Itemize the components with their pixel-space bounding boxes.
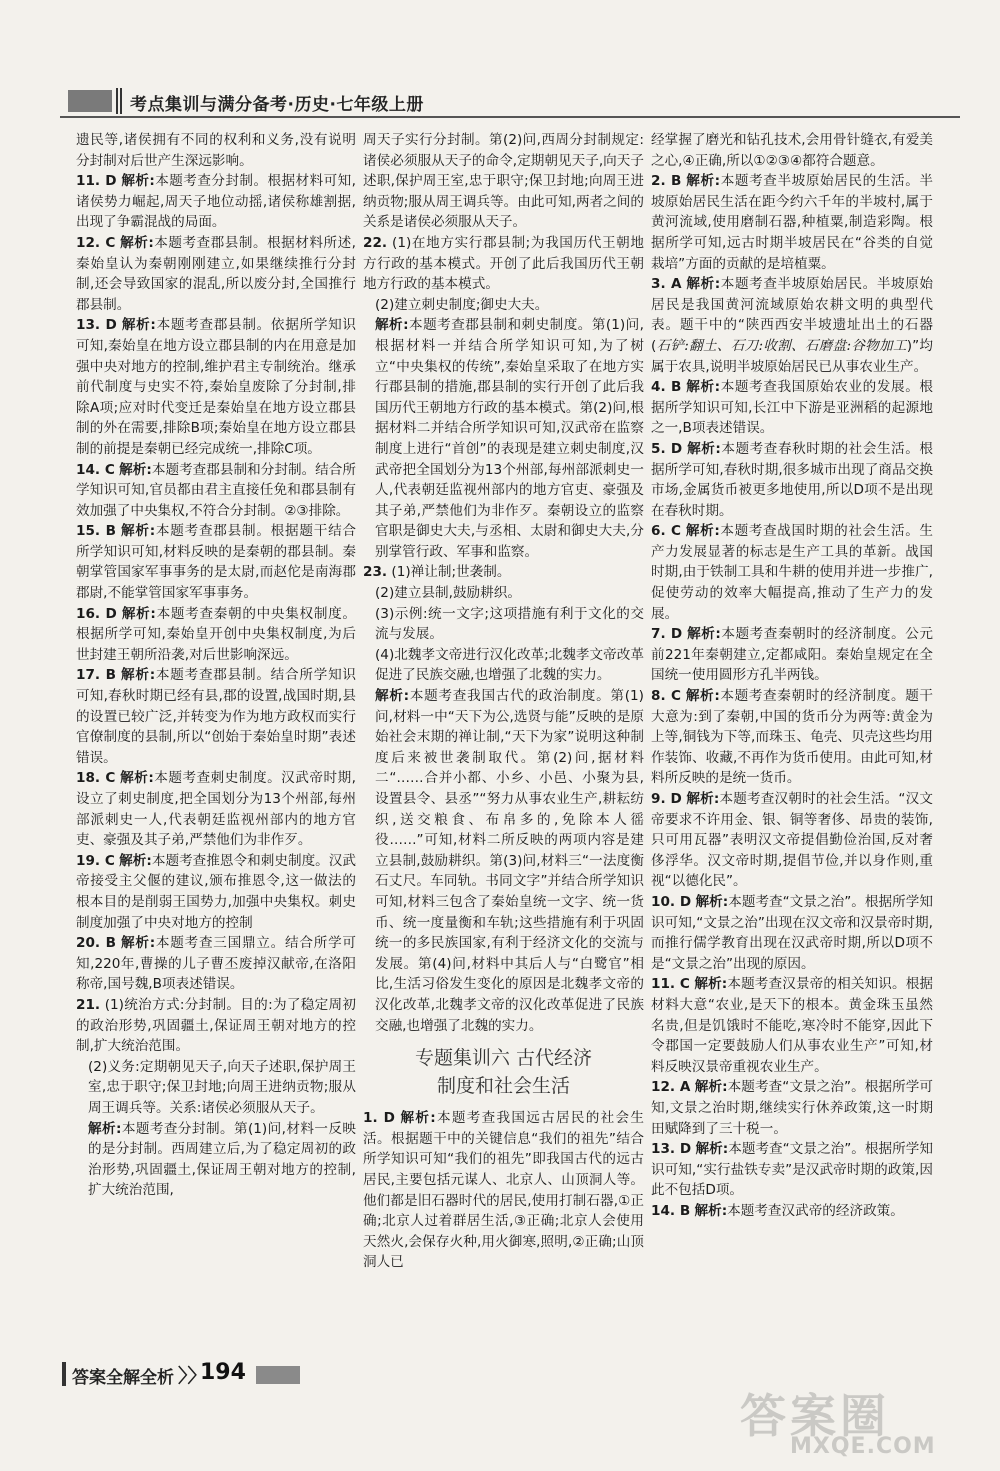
analysis-text: 本题考查刺史制度。汉武帝时期,设立了刺史制度,把全国划分为13个州部,每州部派刺史一人,代表朝廷监视州部内的地方官吏、豪强及其子弟,严禁他们为非作歹。 xyxy=(76,770,356,849)
book-title: 考点集训与满分备考·历史·七年级上册 xyxy=(130,95,424,115)
analysis-text: 本题考查秦朝时的经济制度。题干大意为:到了秦朝,中国的货币分为两等:黄金为上等,铜钱为下等,而珠玉、龟壳、贝壳这些均用作装饰、收藏,不再作为货币使用。由此可知,材料所反映的是统一货币。 xyxy=(651,688,933,787)
analysis-text: 本题考查“文景之治”。根据所学知识可知,“实行盐铁专卖”是汉武帝时期的政策,因此不包括D项。 xyxy=(651,1141,933,1199)
analysis-label: 解析: xyxy=(694,1079,728,1096)
answer-number: 2. B xyxy=(651,173,682,190)
column-left xyxy=(76,130,356,1201)
analysis-text: 本题考查分封制。根据材料可知,诸侯势力崛起,周天子地位动摇,诸侯称雄割据,出现了争霸混战的局面。 xyxy=(76,173,356,231)
page-number: 194 xyxy=(200,1360,246,1385)
analysis-text: 本题考查我国古代的政治制度。第(1)问,材料一中“天下为公,选贤与能”反映的是原始社会末期的禅让制,“天下为家”说明这种制度后来被世袭制取代。第(2)问,据材料二“……合并小都、小乡、小邑、小聚为县,设置县令、县丞”“努力从事农业生产,耕耘纺织,送交粮食、布帛多的,免除本人徭役……”可知,材料二所反映的两项内容是建立县制,鼓励耕织。第(3)问,材料三“一法度衡石丈尺。车同轨。书同文字”并结合所学知识可知,材料三包含了秦始皇统一文字、统一货币、统一度量衡和车轨;这些措施有利于巩固统一的多民族国家,有利于经济文化的交流与发展。第(4)问,材料中其后人与“白鹭官”相比,生活习俗发生变化的原因是北魏孝文帝的汉化改革,北魏孝文帝的汉化改革促进了民族交融,也增强了北魏的实力。 xyxy=(375,688,644,1034)
analysis-label: 解析: xyxy=(375,688,410,705)
analysis-text: 本题考查我国原始农业的发展。根据所学知识可知,长江中下游是亚洲稻的起源地之一,B项表述错误。 xyxy=(651,379,934,437)
answer-item xyxy=(651,686,933,789)
analysis-label: 解析: xyxy=(687,440,721,457)
analysis-text: 本题考查“文景之治”。根据所学可知,文景之治时期,继续实行休养政策,这一时期田赋降到了三十税一。 xyxy=(651,1079,933,1137)
answer-item xyxy=(651,1201,933,1222)
answer-item xyxy=(651,1139,933,1201)
answer-text xyxy=(651,130,933,171)
analysis-text: )”均属于农具,说明半坡原始居民已从事农业生产。 xyxy=(651,337,933,375)
answer-text xyxy=(363,686,644,1036)
analysis-text: (1)禅让制;世袭制。 xyxy=(391,564,511,581)
italic-note: 石铲:翻土、石刀:收割、石磨盘:谷物加工 xyxy=(656,337,907,354)
answer-item xyxy=(651,377,933,439)
analysis-label: 解析: xyxy=(119,461,152,478)
analysis-text: 本题考查三国鼎立。结合所学可知,220年,曹操的儿子曹丕废掉汉献帝,在洛阳称帝,国号魏,B项表述错误。 xyxy=(76,935,357,993)
analysis-text: 本题考查郡县制。根据题干结合所学知识可知,材料反映的是秦朝的郡县制。秦朝掌管国家军事事务的是太尉,而赵佗是南海郡郡尉,不能掌管国家军事事务。 xyxy=(76,523,357,602)
answer-text xyxy=(363,295,644,316)
analysis-label: 解析: xyxy=(121,605,156,622)
analysis-label: 解析: xyxy=(694,976,728,993)
answer-item xyxy=(651,274,933,377)
analysis-text: (2)建立刺史制度;御史大夫。 xyxy=(375,296,549,313)
answer-text xyxy=(363,315,644,562)
analysis-label: 解析: xyxy=(695,1141,729,1158)
answer-item xyxy=(651,1077,933,1139)
analysis-text: 本题考查汉武帝的经济政策。 xyxy=(727,1202,904,1219)
analysis-text: 本题考查郡县制。依据所学知识可知,秦始皇在地方设立郡县制的内在用意是加强中央对地方的控制,维护君主专制统治。继承前代制度与史实不符,秦始皇废除了分封制,排除A项;应对时代变迁是秦始皇在地方设立郡县制的外在需要,排除B项;秦始皇在地方设立郡县制的前提是秦朝已经完成统一,排除C项。 xyxy=(76,317,357,457)
analysis-label: 解析: xyxy=(121,173,155,190)
answer-item xyxy=(651,789,933,892)
analysis-text: 本题考查郡县制和分封制。结合所学知识可知,官员都由君主直接任免和郡县制有效加强了中央集权,不符合分封制。②③排除。 xyxy=(76,461,357,519)
answer-number: 5. D xyxy=(651,440,683,457)
watermark-url: MXQE.COM xyxy=(790,1434,936,1459)
header-gray-block xyxy=(68,90,112,112)
analysis-text: (4)北魏孝文帝进行汉化改革;北魏孝文帝改革促进了民族交融,也增强了北魏的实力。 xyxy=(375,646,644,684)
answer-number: 4. B xyxy=(651,379,682,396)
analysis-label: 解析: xyxy=(686,276,721,293)
footer-gray-block xyxy=(256,1366,300,1384)
page-footer xyxy=(60,1360,360,1392)
answer-item xyxy=(76,665,356,768)
answer-number: 18. C xyxy=(76,770,116,787)
answer-text xyxy=(363,604,644,645)
analysis-text: 本题考查汉朝时的社会生活。“汉文帝要求不许用金、银、铜等奢侈、昂贵的装饰,只可用瓦器”表明汉文帝提倡勤俭治国,反对奢侈浮华。汉文帝时期,提倡节俭,并以身作则,重视“以德化民”。 xyxy=(651,791,934,890)
answer-item xyxy=(76,768,356,850)
analysis-text: 本题考查我国远古居民的社会生活。根据题干中的关键信息“我们的祖先”结合所学知识可知“我们的祖先”即我国古代的远古居民,主要包括元谋人、北京人、山顶洞人等。他们都是旧石器时代的居民,使用打制石器,①正确;北京人过着群居生活,③正确;北京人会使用天然火,会保存火种,用火御寒,照明,②正确;山顶洞人已 xyxy=(363,1110,645,1271)
answer-item xyxy=(76,604,356,666)
answer-number: 14. C xyxy=(76,461,115,478)
analysis-label: 解析: xyxy=(686,791,720,807)
answer-number: 11. C xyxy=(651,976,690,993)
answer-text xyxy=(363,130,644,233)
watermark-text: 答案圈 xyxy=(740,1389,890,1443)
answer-number: 6. C xyxy=(651,523,681,540)
answer-item xyxy=(76,851,356,933)
answer-number: 15. B xyxy=(76,523,116,540)
answer-number: 14. B xyxy=(651,1202,691,1219)
analysis-text: (1)统治方式:分封制。目的:为了稳定周初的政治形势,巩固疆土,保证周王朝对地方的控制,扩大统治范围。 xyxy=(76,996,356,1055)
answer-number: 16. D xyxy=(76,605,117,622)
analysis-label: 解析: xyxy=(121,317,156,334)
answer-item xyxy=(76,521,356,603)
answer-number: 12. C xyxy=(76,234,116,251)
answer-number: 13. D xyxy=(651,1141,692,1158)
answer-item xyxy=(76,995,356,1057)
answer-item xyxy=(76,171,356,233)
answer-number: 17. B xyxy=(76,667,116,684)
analysis-label: 解析: xyxy=(694,1202,728,1219)
analysis-label: 解析: xyxy=(120,234,154,251)
analysis-label: 解析: xyxy=(119,852,152,869)
analysis-text: 本题考查秦朝的中央集权制度。根据所学可知,秦始皇开创中央集权制度,为后世封建王朝所沿袭,对后世影响深远。 xyxy=(76,605,357,663)
analysis-text: 本题考查半坡原始居民的生活。半坡原始居民生活在距今约六千年的半坡村,属于黄河流域,使用磨制石器,种植粟,制造彩陶。根据所学可知,远古时期半坡居民在“谷类的自觉栽培”方面的贡献的是培植粟。 xyxy=(651,173,934,272)
analysis-text: (2)建立县制,鼓励耕织。 xyxy=(375,585,521,602)
analysis-label: 解析: xyxy=(687,626,721,643)
answer-item xyxy=(651,521,933,624)
answer-number: 11. D xyxy=(76,173,117,190)
analysis-text: 本题考查推恩令和刺史制度。汉武帝接受主父偃的建议,颁布推恩令,这一做法的根本目的是削弱王国势力,加强中央集权。刺史制度加强了中央对地方的控制 xyxy=(76,852,357,931)
analysis-text: (1)在地方实行郡县制;为我国历代王朝地方行政的基本模式。开创了此后我国历代王朝地方行政的基本模式。 xyxy=(363,234,644,293)
analysis-text: 本题考查“文景之治”。根据所学知识可知,“文景之治”出现在汉文帝和汉景帝时期,而推行儒学教育出现在汉武帝时期,所以D项不是“文景之治”出现的原因。 xyxy=(651,893,933,972)
analysis-label: 解析: xyxy=(121,523,156,540)
analysis-label: 解析: xyxy=(685,523,720,540)
analysis-label: 解析: xyxy=(120,770,154,787)
answer-number: 8. C xyxy=(651,688,681,705)
answer-number: 20. B xyxy=(76,935,116,952)
header-rule xyxy=(60,116,960,118)
analysis-text: 经掌握了磨光和钻孔技术,会用骨针缝衣,有爱美之心,④正确,所以①②③④都符合题意。 xyxy=(651,132,933,169)
answer-item xyxy=(363,1108,644,1273)
analysis-text: 本题考查春秋时期的社会生活。根据所学可知,春秋时期,很多城市出现了商品交换市场,金属货币被更多地使用,所以D项不是出现在春秋时期。 xyxy=(651,440,934,519)
answer-number: 22. xyxy=(363,234,388,251)
analysis-text: 本题考查战国时期的社会生活。生产力发展显著的标志是生产工具的革新。战国时期,由于铁制工具和牛耕的使用并进一步推广,促使劳动的效率大幅提高,推动了生产力的发展。 xyxy=(651,523,933,622)
section-title: 专题集训六 古代经济 xyxy=(414,1047,593,1070)
column-middle xyxy=(363,130,644,1273)
analysis-text: 本题考查郡县制。根据材料所述,秦始皇认为秦朝刚刚建立,如果继续推行分封制,还会导致国家的混乱,所以废分封,全国推行郡县制。 xyxy=(76,234,356,313)
analysis-label: 解析: xyxy=(375,317,409,334)
answer-text xyxy=(76,1119,356,1201)
answer-number: 13. D xyxy=(76,317,117,334)
answer-number: 10. D xyxy=(651,893,692,910)
answer-text xyxy=(363,645,644,686)
analysis-label: 解析: xyxy=(695,893,729,910)
watermark xyxy=(700,1380,980,1460)
answer-number: 3. A xyxy=(651,276,682,293)
answer-item xyxy=(76,315,356,459)
footer-arrows: 〉〉 xyxy=(178,1365,207,1387)
analysis-text: 本题考查分封制。第(1)问,材料一反映的是分封制。西周建立后,为了稳定周初的政治形势,巩固疆土,保证周王朝对地方的控制,扩大统治范围, xyxy=(88,1120,357,1199)
analysis-label: 解析: xyxy=(686,379,721,396)
answer-number: 7. D xyxy=(651,626,683,643)
answer-item xyxy=(651,624,933,686)
analysis-text: 本题考查秦朝时的经济制度。公元前221年秦朝建立,定都咸阳。秦始皇规定在全国统一使用圆形方孔半两钱。 xyxy=(651,626,934,684)
analysis-text: 本题考查汉景帝的相关知识。根据材料大意“农业,是天下的根本。黄金珠玉虽然名贵,但是饥饿时不能吃,寒冷时不能穿,因此下令郡国一定要鼓励人们从事农业生产”可知,材料反映汉景帝重视农业生产。 xyxy=(651,976,934,1075)
analysis-label: 解析: xyxy=(121,935,156,952)
analysis-text: 遗民等,诸侯拥有不同的权利和义务,没有说明分封制对后世产生深远影响。 xyxy=(76,132,356,169)
answer-number: 19. C xyxy=(76,852,115,869)
section-title: 制度和社会生活 xyxy=(436,1075,570,1098)
analysis-label: 解析: xyxy=(121,667,156,684)
column-right xyxy=(651,130,933,1221)
header-divider-bars xyxy=(116,88,122,114)
answer-number: 12. A xyxy=(651,1079,691,1096)
answer-number: 23. xyxy=(363,564,388,581)
footer-bar xyxy=(62,1362,66,1386)
answer-text xyxy=(76,1057,356,1119)
footer-label: 答案全解全析 xyxy=(72,1368,174,1388)
answer-number: 9. D xyxy=(651,791,682,807)
answer-item xyxy=(76,933,356,995)
answer-item xyxy=(651,171,933,274)
analysis-text: 周天子实行分封制。第(2)问,西周分封制规定:诸侯必须服从天子的命令,定期朝见天子,向天子述职,保护周王室,忠于职守;保卫封地;向周王进纳贡物;服从周王调兵等。由此可知,两者之间的关系是诸侯必须服从天子。 xyxy=(363,132,644,231)
answer-number: 21. xyxy=(76,996,101,1013)
answer-item xyxy=(363,233,644,295)
analysis-text: 本题考查郡县制。结合所学知识可知,春秋时期已经有县,郡的设置,战国时期,县的设置已较广泛,并转变为作为地方政权而实行官僚制度的县制,所以“创始于秦始皇时期”表述错误。 xyxy=(76,667,357,766)
answer-number: 1. D xyxy=(363,1110,395,1127)
analysis-label: 解析: xyxy=(685,688,720,705)
answer-text xyxy=(363,583,644,604)
answer-item xyxy=(651,439,933,521)
analysis-label: 解析: xyxy=(88,1120,122,1137)
analysis-text: (3)示例:统一文字;这项措施有利于文化的交流与发展。 xyxy=(375,605,644,643)
analysis-label: 解析: xyxy=(400,1110,436,1127)
analysis-text: (2)义务:定期朝见天子,向天子述职,保护周王室,忠于职守;保卫封地;向周王进纳贡物;服从周王调兵等。关系:诸侯必须服从天子。 xyxy=(88,1058,356,1116)
analysis-text: 本题考查郡县制和刺史制度。第(1)问,根据材料一并结合所学知识可知,为了树立“中央集权的传统”,秦始皇采取了在地方实行郡县制的措施,郡县制的实行开创了此后我国历代王朝地方行政的基本模式。第(2)问,根据材料二并结合所学知识可知,汉武帝在监察制度上进行“首创”的表现是建立刺史制度,汉武帝把全国划分为13个州部,每州部派刺史一人,代表朝廷监视州部内的地方官吏、豪强及其子弟,严禁他们为非作歹。秦朝设立的监察官职是御史大夫,与丞相、太尉和御史大夫,分别掌管行政、军事和监察。 xyxy=(375,317,644,560)
answer-item xyxy=(363,562,644,583)
answer-item xyxy=(76,460,356,522)
analysis-label: 解析: xyxy=(686,173,721,190)
answer-item xyxy=(651,974,933,1077)
answer-item xyxy=(76,233,356,315)
analysis-text: 本题考查半坡原始居民。半坡原始居民是我国黄河流域原始农耕文明的典型代表。题干中的“陕西西安半坡遗址出土的石器( xyxy=(651,276,933,354)
page-header xyxy=(60,84,960,120)
answer-item xyxy=(651,892,933,974)
answer-text xyxy=(76,130,356,171)
